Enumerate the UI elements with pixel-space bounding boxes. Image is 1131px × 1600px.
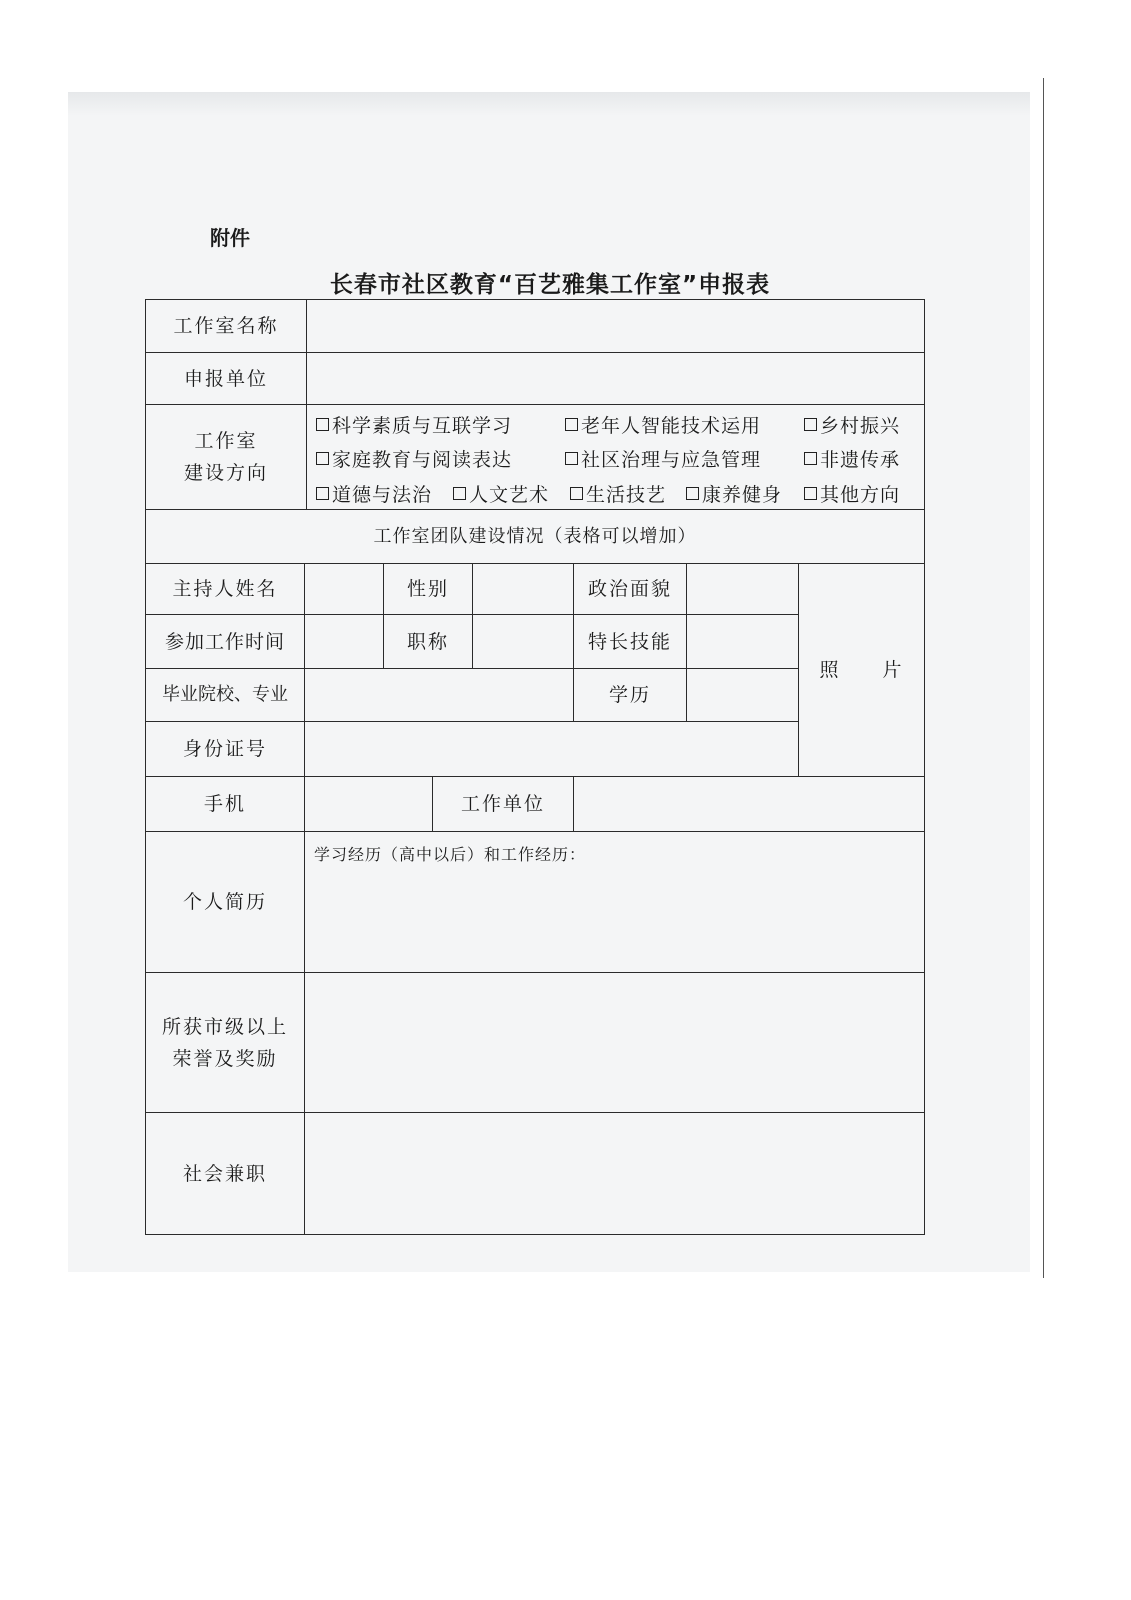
option-label: 非遗传承 (820, 449, 901, 471)
phone-label: 手机 (203, 793, 246, 815)
checkbox-icon[interactable] (565, 452, 578, 465)
checkbox-icon[interactable] (565, 418, 578, 431)
direction-option[interactable] (565, 414, 761, 438)
direction-label (146, 405, 306, 509)
annex-label: 附件 (210, 226, 250, 250)
social-roles-label: 社会兼职 (182, 1162, 267, 1185)
school-major-label: 毕业院校、专业 (162, 684, 288, 705)
honors-label-line2: 荣誉及奖励 (172, 1047, 278, 1070)
checkbox-icon[interactable] (686, 487, 699, 500)
host-name-label: 主持人姓名 (172, 578, 278, 600)
team-section-header: 工作室团队建设情况（表格可以增加） (373, 525, 697, 547)
honors-label-line1: 所获市级以上 (161, 1015, 288, 1038)
direction-option[interactable] (316, 448, 512, 472)
checkbox-icon[interactable] (453, 487, 466, 500)
education-label: 学历 (608, 684, 651, 706)
studio-name-label: 工作室名称 (173, 315, 279, 337)
option-label: 人文艺术 (469, 484, 550, 506)
option-label: 家庭教育与阅读表达 (332, 449, 513, 471)
direction-option[interactable] (316, 414, 512, 438)
direction-label-line1: 工作室 (194, 430, 258, 452)
direction-option[interactable] (565, 448, 761, 472)
checkbox-icon[interactable] (804, 418, 817, 431)
option-label: 道德与法治 (332, 484, 433, 506)
option-label: 其他方向 (820, 484, 901, 506)
direction-option[interactable] (804, 483, 900, 507)
scan-shadow-bar (68, 92, 1030, 116)
option-label: 乡村振兴 (820, 415, 901, 437)
option-label: 生活技艺 (586, 484, 667, 506)
id-number-label: 身份证号 (182, 738, 267, 760)
work-start-label: 参加工作时间 (164, 630, 285, 653)
checkbox-icon[interactable] (570, 487, 583, 500)
direction-label-line2: 建设方向 (183, 462, 268, 484)
direction-option[interactable] (686, 483, 782, 507)
photo-label: 照 片 (819, 659, 904, 681)
direction-option[interactable] (316, 483, 432, 507)
resume-label: 个人简历 (182, 891, 267, 913)
title-rank-label: 职称 (406, 630, 449, 653)
applicant-unit-label: 申报单位 (183, 367, 268, 390)
direction-option[interactable] (453, 483, 549, 507)
honors-label (146, 973, 304, 1112)
form-title: 长春市社区教育“百艺雅集工作室”申报表 (329, 272, 771, 298)
direction-option[interactable] (804, 448, 900, 472)
gender-label: 性别 (406, 578, 449, 600)
resume-note: 学习经历（高中以后）和工作经历： (314, 845, 587, 864)
specialty-label: 特长技能 (587, 630, 672, 653)
page-edge-line (1043, 78, 1044, 1278)
checkbox-icon[interactable] (804, 487, 817, 500)
option-label: 社区治理与应急管理 (581, 449, 762, 471)
work-unit-label: 工作单位 (460, 793, 545, 815)
checkbox-icon[interactable] (316, 418, 329, 431)
direction-option[interactable] (804, 414, 900, 438)
checkbox-icon[interactable] (316, 452, 329, 465)
political-status-label: 政治面貌 (587, 578, 672, 600)
option-label: 科学素质与互联学习 (332, 415, 513, 437)
option-label: 康养健身 (702, 484, 783, 506)
direction-option[interactable] (570, 483, 666, 507)
checkbox-icon[interactable] (804, 452, 817, 465)
checkbox-icon[interactable] (316, 487, 329, 500)
option-label: 老年人智能技术运用 (581, 415, 762, 437)
